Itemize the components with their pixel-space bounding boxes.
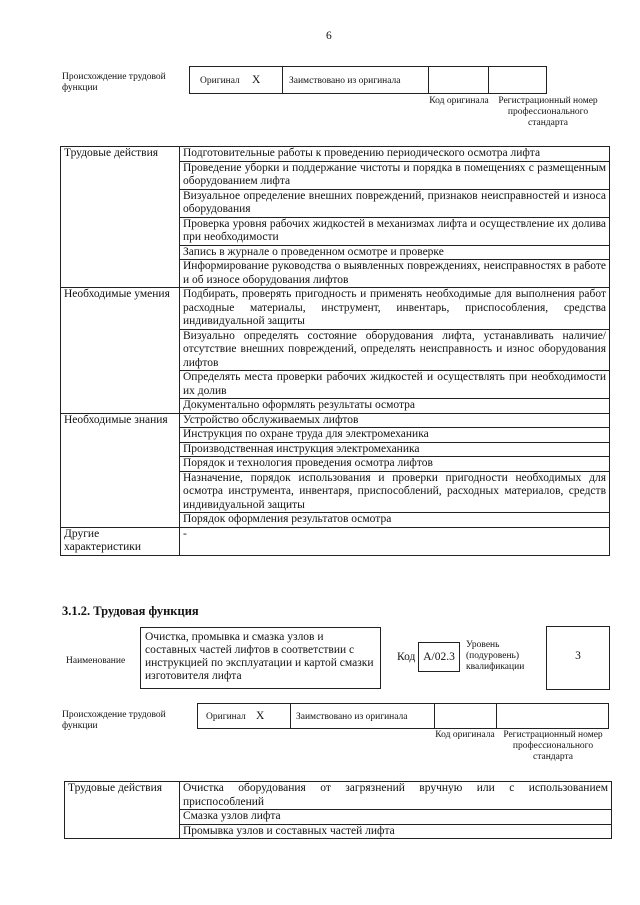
table-cell: Проведение уборки и поддержание чистоты и порядка в помещениях с размещенным оборудованием лифта xyxy=(180,161,610,189)
table-cell: Информирование руководства о выявленных повреждениях, неисправностях в работе и об износе оборудования лифтов xyxy=(180,260,610,288)
reg-number-label: Регистрационный номер профессионального стандарта xyxy=(498,96,598,128)
page-number: 6 xyxy=(326,30,332,42)
code-value: A/02.3 xyxy=(423,651,455,663)
function-name-box xyxy=(140,627,381,689)
table-cell: Промывка узлов и составных частей лифта xyxy=(180,824,612,839)
section-label: Необходимые умения xyxy=(61,288,180,414)
table-cell: Назначение, порядок использования и проверки пригодности необходимых для осмотра инструмента, инвентаря, приспособлений, расходных материалов, средств индивидуальной защиты xyxy=(180,471,610,513)
origin-box xyxy=(189,66,547,94)
table-cell: Подготовительные работы к проведению периодического осмотра лифта xyxy=(180,147,610,162)
borrowed-label-2: Заимствовано из оригинала xyxy=(296,712,408,722)
code-original-label: Код оригинала xyxy=(429,96,489,106)
code-label: Код xyxy=(397,651,416,663)
reg-number-label-2: Регистрационный номер профессионального стандарта xyxy=(503,730,603,762)
table-cell: Порядок оформления результатов осмотра xyxy=(180,513,610,528)
table-cell: Определять места проверки рабочих жидкостей и осуществлять при необходимости их долив xyxy=(180,371,610,399)
table-cell: Визуально определять состояние оборудования лифта, устанавливать наличие/отсутствие внешних повреждений, определять неисправность и износ оборудования лифтов xyxy=(180,329,610,371)
section-label: Необходимые знания xyxy=(61,413,180,527)
table-cell: Запись в журнале о проведенном осмотре и проверке xyxy=(180,245,610,260)
table-row xyxy=(61,527,610,555)
table-cell: Очистка оборудования от загрязнений вручную или с использованием приспособлений xyxy=(180,782,612,810)
table-row xyxy=(65,782,612,810)
original-mark-2: X xyxy=(256,710,265,722)
table-cell: - xyxy=(180,527,610,555)
level-label: Уровень (подуровень) квалификации xyxy=(466,640,525,672)
table-cell: Документально оформлять результаты осмотра xyxy=(180,399,610,414)
name-label: Наименование xyxy=(66,656,126,666)
section-label: Трудовые действия xyxy=(61,147,180,288)
origin-label: Происхождение трудовой функции xyxy=(62,72,166,93)
table-cell: Смазка узлов лифта xyxy=(180,810,612,825)
table-row xyxy=(61,288,610,330)
level-value: 3 xyxy=(575,650,581,662)
table-cell: Визуальное определение внешних повреждений, признаков неисправностей и износа оборудования xyxy=(180,189,610,217)
section-label: Трудовые действия xyxy=(65,782,180,839)
section-label: Другие характеристики xyxy=(61,527,180,555)
table-cell: Проверка уровня рабочих жидкостей в механизмах лифта и осуществление их долива при необходимости xyxy=(180,217,610,245)
table-row xyxy=(61,413,610,428)
origin-label-2: Происхождение трудовой функции xyxy=(62,710,166,731)
table-cell: Порядок и технология проведения осмотра лифтов xyxy=(180,457,610,472)
table-cell: Инструкция по охране труда для электромеханика xyxy=(180,428,610,443)
table-row xyxy=(61,147,610,162)
section-heading: 3.1.2. Трудовая функция xyxy=(62,604,199,618)
original-mark: X xyxy=(252,74,261,86)
table-cell: Производственная инструкция электромеханика xyxy=(180,442,610,457)
original-label-2: Оригинал xyxy=(206,712,246,722)
code-value-box xyxy=(418,642,460,672)
level-value-box xyxy=(546,626,610,690)
original-label: Оригинал xyxy=(200,76,240,86)
borrowed-label: Заимствовано из оригинала xyxy=(289,76,401,86)
table-cell: Устройство обслуживаемых лифтов xyxy=(180,413,610,428)
labor-actions-table-2 xyxy=(64,781,612,839)
origin-box-2 xyxy=(197,703,609,729)
labor-function-table xyxy=(60,146,610,556)
function-name: Очистка, промывка и смазка узлов и составных частей лифтов в соответствии с инструкцией по эксплуатации и картой смазки изготовителя лифта xyxy=(145,631,374,682)
code-original-label-2: Код оригинала xyxy=(435,730,495,740)
table-cell: Подбирать, проверять пригодность и применять необходимые для выполнения работ расходные материалы, инструмент, инвентарь, приспособления, средства индивидуальной защиты xyxy=(180,288,610,330)
